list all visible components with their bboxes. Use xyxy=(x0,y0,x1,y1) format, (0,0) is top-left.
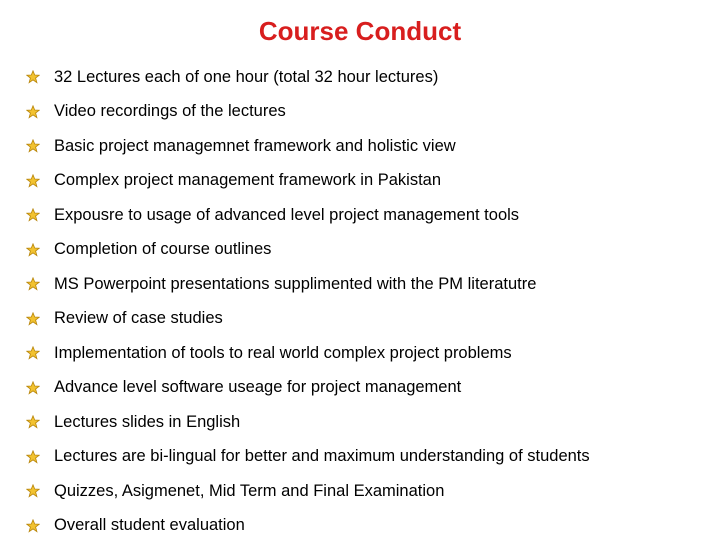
star-icon xyxy=(26,484,40,498)
bullet-item xyxy=(26,405,590,440)
bullet-item xyxy=(26,302,590,337)
bullet-item xyxy=(26,60,590,95)
bullet-item xyxy=(26,336,590,371)
star-icon xyxy=(26,312,40,326)
bullet-item xyxy=(26,474,590,509)
bullet-text: Completion of course outlines xyxy=(54,240,271,259)
star-icon xyxy=(26,174,40,188)
bullet-item xyxy=(26,509,590,543)
star-icon xyxy=(26,277,40,291)
star-icon xyxy=(26,381,40,395)
star-icon xyxy=(26,139,40,153)
bullet-text: Lectures are bi-lingual for better and maximum understanding of students xyxy=(54,447,590,466)
bullet-text: Lectures slides in English xyxy=(54,413,240,432)
star-icon xyxy=(26,208,40,222)
star-icon xyxy=(26,70,40,84)
bullet-list xyxy=(26,60,590,543)
bullet-text: Review of case studies xyxy=(54,309,223,328)
bullet-text: Expousre to usage of advanced level project management tools xyxy=(54,206,519,225)
slide-title: Course Conduct xyxy=(0,14,720,48)
star-icon xyxy=(26,105,40,119)
bullet-text: Video recordings of the lectures xyxy=(54,102,286,121)
bullet-item xyxy=(26,198,590,233)
bullet-text: Complex project management framework in Pakistan xyxy=(54,171,441,190)
bullet-text: 32 Lectures each of one hour (total 32 hour lectures) xyxy=(54,68,438,87)
bullet-item xyxy=(26,129,590,164)
bullet-text: MS Powerpoint presentations supplimented with the PM literatutre xyxy=(54,275,536,294)
bullet-text: Advance level software useage for project management xyxy=(54,378,461,397)
bullet-text: Implementation of tools to real world complex project problems xyxy=(54,344,512,363)
bullet-item xyxy=(26,233,590,268)
bullet-item xyxy=(26,267,590,302)
bullet-text: Overall student evaluation xyxy=(54,516,245,535)
star-icon xyxy=(26,519,40,533)
star-icon xyxy=(26,415,40,429)
bullet-text: Quizzes, Asigmenet, Mid Term and Final Examination xyxy=(54,482,444,501)
bullet-item xyxy=(26,95,590,130)
star-icon xyxy=(26,450,40,464)
bullet-item xyxy=(26,371,590,406)
bullet-item xyxy=(26,440,590,475)
star-icon xyxy=(26,243,40,257)
bullet-text: Basic project managemnet framework and holistic view xyxy=(54,137,456,156)
star-icon xyxy=(26,346,40,360)
bullet-item xyxy=(26,164,590,199)
